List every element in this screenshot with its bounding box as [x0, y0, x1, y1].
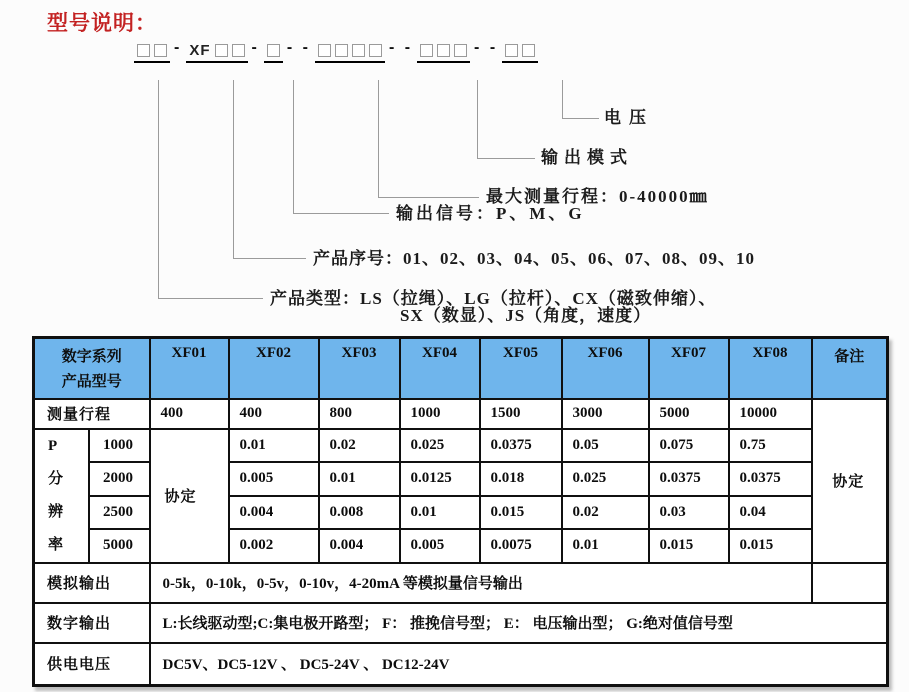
digital-row-value: L:长线驱动型;C:集电极开路型； F： 推挽信号型； E： 电压输出型； G:绝对值信号型 [150, 603, 888, 643]
resolution-value-cell: 0.004 [319, 529, 400, 563]
resolution-value-cell: 0.01 [229, 429, 319, 463]
max-stroke-label: 最大测量行程：0-40000㎜ [486, 187, 709, 206]
speed-cell: 1000 [89, 429, 150, 463]
analog-row-value: 0-5k，0-10k，0-5v，0-10v，4-20mA 等模拟量信号输出 [150, 563, 812, 603]
resolution-axis-label [34, 429, 89, 563]
corner-line2: 产品型号 [61, 374, 122, 390]
speed-cell: 5000 [89, 529, 150, 563]
resolution-value-cell: 0.0375 [729, 462, 812, 496]
model-digit-box [352, 44, 365, 57]
model-column-header: XF02 [229, 338, 319, 399]
xf01-pact-cell: 协定 [150, 429, 229, 563]
max-stroke-connector-line [378, 80, 479, 198]
power-row-label: 供电电压 [34, 643, 150, 686]
resolution-value-cell: 0.004 [229, 496, 319, 530]
resolution-value-cell: 0.008 [319, 496, 400, 530]
speed-cell: 2000 [89, 462, 150, 496]
model-column-header: XF01 [150, 338, 229, 399]
model-column-header: XF08 [729, 338, 812, 399]
model-column-header: XF05 [480, 338, 562, 399]
stroke-value-cell: 10000 [729, 399, 812, 429]
speed-cell: 2500 [89, 496, 150, 530]
remark-column-header: 备注 [812, 338, 888, 399]
resolution-value-cell: 0.002 [229, 529, 319, 563]
stroke-value-cell: 1500 [480, 399, 562, 429]
resolution-value-cell: 0.03 [649, 496, 729, 530]
power-supply-row [34, 643, 888, 686]
stroke-value-cell: 400 [229, 399, 319, 429]
model-group [315, 44, 385, 63]
resolution-value-cell: 0.01 [400, 496, 480, 530]
analog-row-label: 模拟输出 [34, 563, 150, 603]
stroke-row-label: 测量行程 [34, 399, 150, 429]
model-group [264, 44, 283, 63]
table-corner-header [34, 338, 150, 399]
analog-output-row [34, 563, 888, 603]
remark-pact-cell: 协定 [812, 399, 888, 563]
output-mode-label: 输出模式 [541, 148, 633, 167]
table-header-row [34, 338, 888, 399]
model-digit-box [154, 44, 167, 57]
spec-table [32, 336, 889, 687]
product-type-label [270, 290, 716, 324]
model-separator: - [174, 39, 183, 56]
model-group-prefix: XF [189, 42, 211, 59]
resolution-label-char: 分 [48, 470, 64, 487]
model-digit-box [437, 44, 450, 57]
model-separator: - - [286, 39, 311, 56]
model-digit-box [522, 44, 535, 57]
resolution-value-cell: 0.05 [562, 429, 649, 463]
resolution-value-cell: 0.005 [400, 529, 480, 563]
resolution-value-cell: 0.04 [729, 496, 812, 530]
resolution-value-cell: 0.02 [562, 496, 649, 530]
analog-remark-empty-cell [812, 563, 888, 603]
model-column-header: XF04 [400, 338, 480, 399]
model-group [134, 44, 170, 63]
voltage-connector-line [562, 80, 599, 119]
voltage-label: 电压 [604, 108, 654, 127]
resolution-value-cell: 0.01 [562, 529, 649, 563]
digital-output-row [34, 603, 888, 643]
model-digit-box [267, 44, 280, 57]
model-group [502, 44, 538, 63]
resolution-value-cell: 0.075 [649, 429, 729, 463]
resolution-value-cell: 0.025 [562, 462, 649, 496]
stroke-value-cell: 1000 [400, 399, 480, 429]
model-separator: - - [474, 39, 499, 56]
model-digit-box [454, 44, 467, 57]
resolution-value-cell: 0.0375 [480, 429, 562, 463]
resolution-value-cell: 0.015 [649, 529, 729, 563]
digital-row-label: 数字输出 [34, 603, 150, 643]
resolution-value-cell: 0.015 [729, 529, 812, 563]
resolution-value-cell: 0.025 [400, 429, 480, 463]
model-column-header: XF03 [319, 338, 400, 399]
stroke-value-cell: 400 [150, 399, 229, 429]
power-row-value: DC5V、DC5-12V 、 DC5-24V 、 DC12-24V [150, 643, 888, 686]
stroke-value-cell: 800 [319, 399, 400, 429]
product-type-line2: SX（数显）、JS（角度，速度） [400, 306, 652, 325]
model-format-line [134, 39, 538, 63]
output-signal-connector-line [293, 80, 389, 214]
stroke-row [34, 399, 888, 429]
output-mode-connector-line [477, 80, 535, 159]
resolution-value-cell: 0.0375 [649, 462, 729, 496]
model-separator: - - [388, 39, 414, 56]
model-digit-box [420, 44, 433, 57]
resolution-value-cell: 0.0075 [480, 529, 562, 563]
model-digit-box [369, 44, 382, 57]
product-type-line1: 产品类型：LS（拉绳）、LG（拉杆）、CX（磁致伸缩）、 [270, 289, 717, 308]
model-group [186, 44, 247, 63]
page-title: 型号说明： [47, 12, 157, 35]
product-type-connector-line [158, 80, 263, 299]
stroke-value-cell: 5000 [649, 399, 729, 429]
resolution-value-cell: 0.01 [319, 462, 400, 496]
model-group [417, 44, 470, 63]
corner-line1: 数字系列 [61, 349, 122, 365]
model-column-header: XF06 [562, 338, 649, 399]
resolution-value-cell: 0.0125 [400, 462, 480, 496]
resolution-label-char: 率 [48, 536, 64, 553]
model-digit-box [505, 44, 518, 57]
resolution-value-cell: 0.005 [229, 462, 319, 496]
model-digit-box [335, 44, 348, 57]
resolution-row [34, 429, 888, 463]
resolution-value-cell: 0.75 [729, 429, 812, 463]
model-digit-box [137, 44, 150, 57]
model-separator: - [251, 39, 260, 56]
stroke-value-cell: 3000 [562, 399, 649, 429]
resolution-value-cell: 0.015 [480, 496, 562, 530]
model-column-header: XF07 [649, 338, 729, 399]
serial-label: 产品序号：01、02、03、04、05、06、07、08、09、10 [313, 249, 755, 268]
model-digit-box [232, 44, 245, 57]
resolution-label-char: 辨 [48, 503, 64, 520]
model-digit-box [318, 44, 331, 57]
resolution-value-cell: 0.02 [319, 429, 400, 463]
resolution-value-cell: 0.018 [480, 462, 562, 496]
output-signal-label: 输出信号：P、M、G [396, 204, 585, 223]
model-digit-box [215, 44, 228, 57]
resolution-label-char: P [48, 437, 58, 454]
